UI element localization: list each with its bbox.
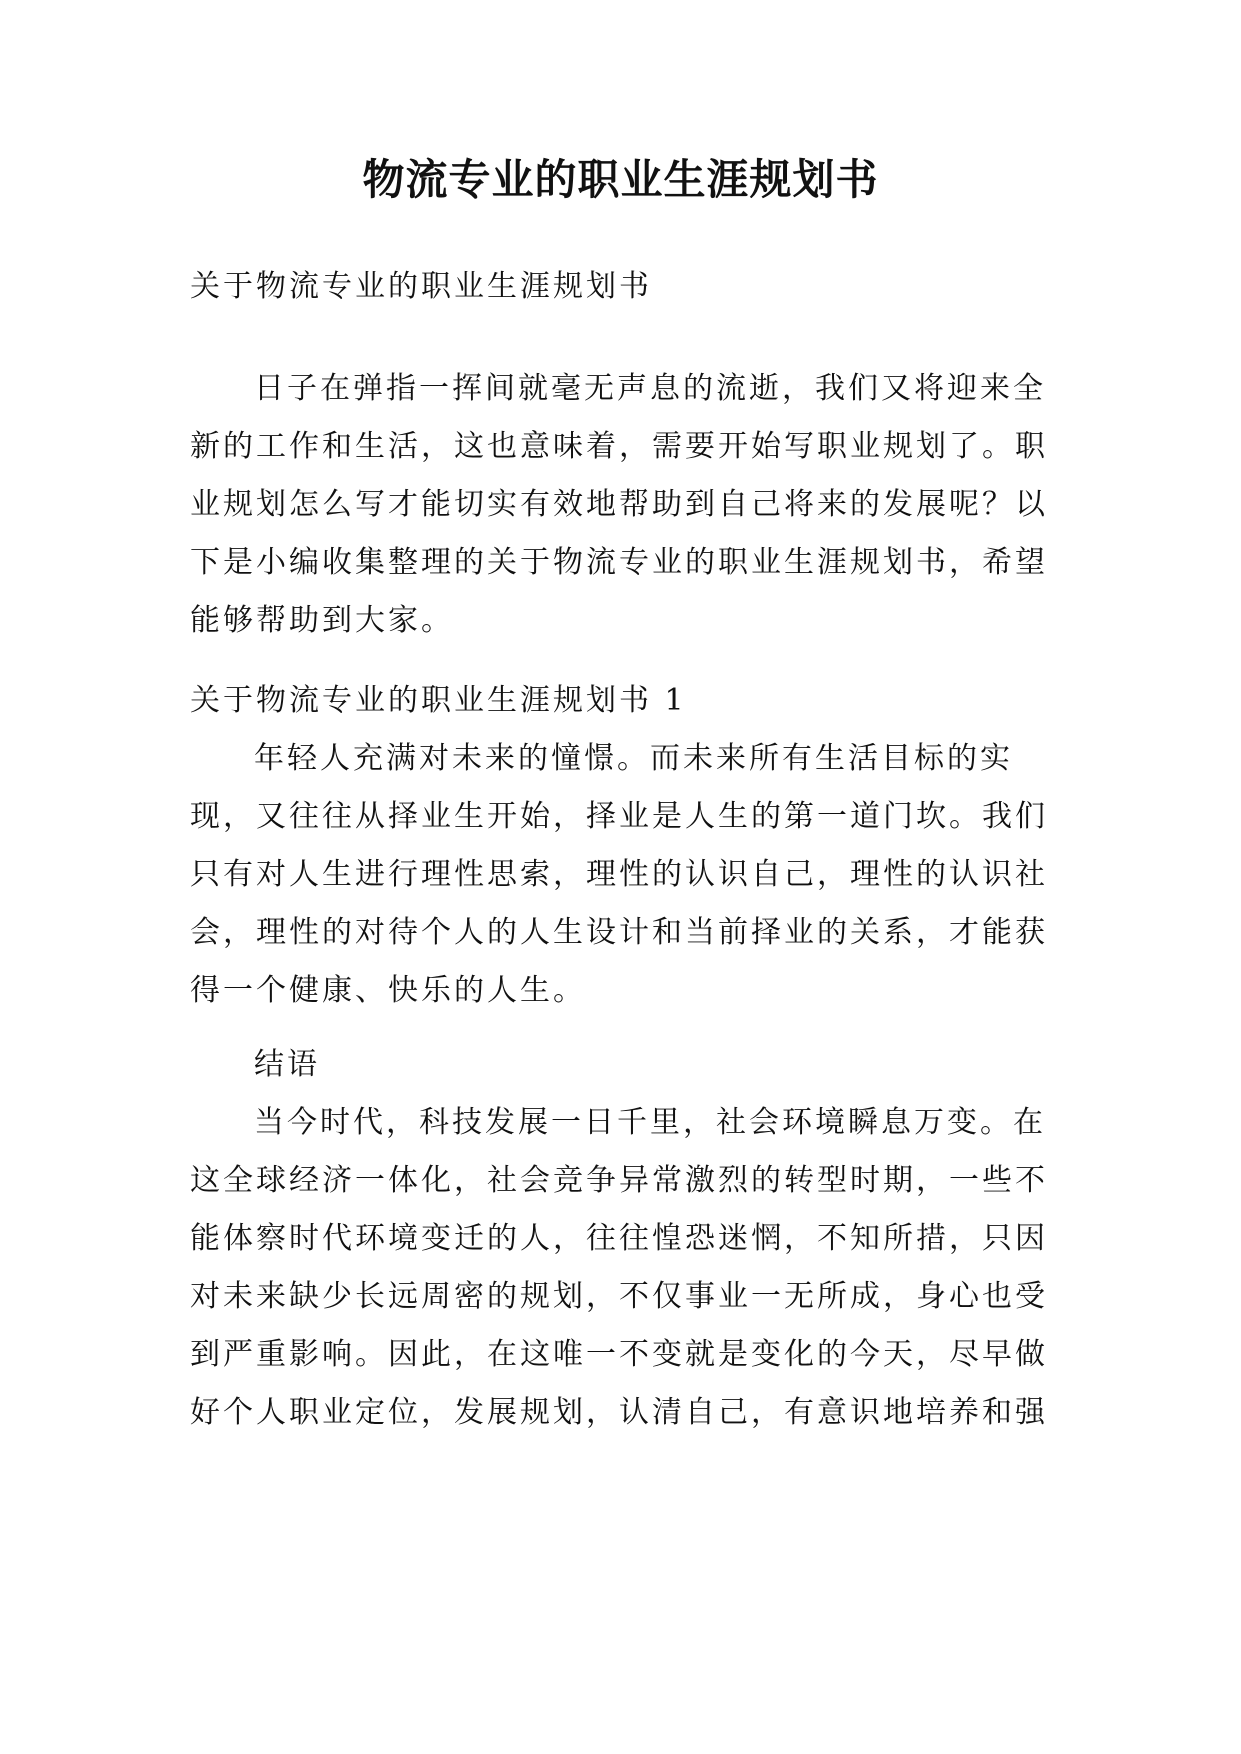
- intro-paragraph: 日子在弹指一挥间就毫无声息的流逝，我们又将迎来全新的工作和生活，这也意味着，需要开始写职业规划了。职业规划怎么写才能切实有效地帮助到自己将来的发展呢？以下是小编收集整理的关于物流专业的职业生涯规划书，希望能够帮助到大家。: [190, 371, 1048, 638]
- document-title: 物流专业的职业生涯规划书: [362, 155, 879, 204]
- section-paragraph: 年轻人充满对未来的憧憬。而未来所有生活目标的实现，又往往从择业生开始，择业是人生的第一道门坎。我们只有对人生进行理性思索，理性的认识自己，理性的认识社会，理性的对待个人的人生设计和当前择业的关系，才能获得一个健康、快乐的人生。: [190, 741, 1048, 1008]
- document-subtitle: 关于物流专业的职业生涯规划书: [190, 269, 652, 304]
- conclusion-heading: 结语: [254, 1047, 320, 1082]
- section-heading: 关于物流专业的职业生涯规划书 1: [190, 683, 687, 718]
- conclusion-paragraph: 当今时代，科技发展一日千里，社会环境瞬息万变。在这全球经济一体化，社会竞争异常激烈的转型时期，一些不能体察时代环境变迁的人，往往惶恐迷惘，不知所措，只因对未来缺少长远周密的规划，不仅事业一无所成，身心也受到严重影响。因此，在这唯一不变就是变化的今天，尽早做好个人职业定位，发展规划，认清自己，有意识地培养和强: [190, 1105, 1048, 1430]
